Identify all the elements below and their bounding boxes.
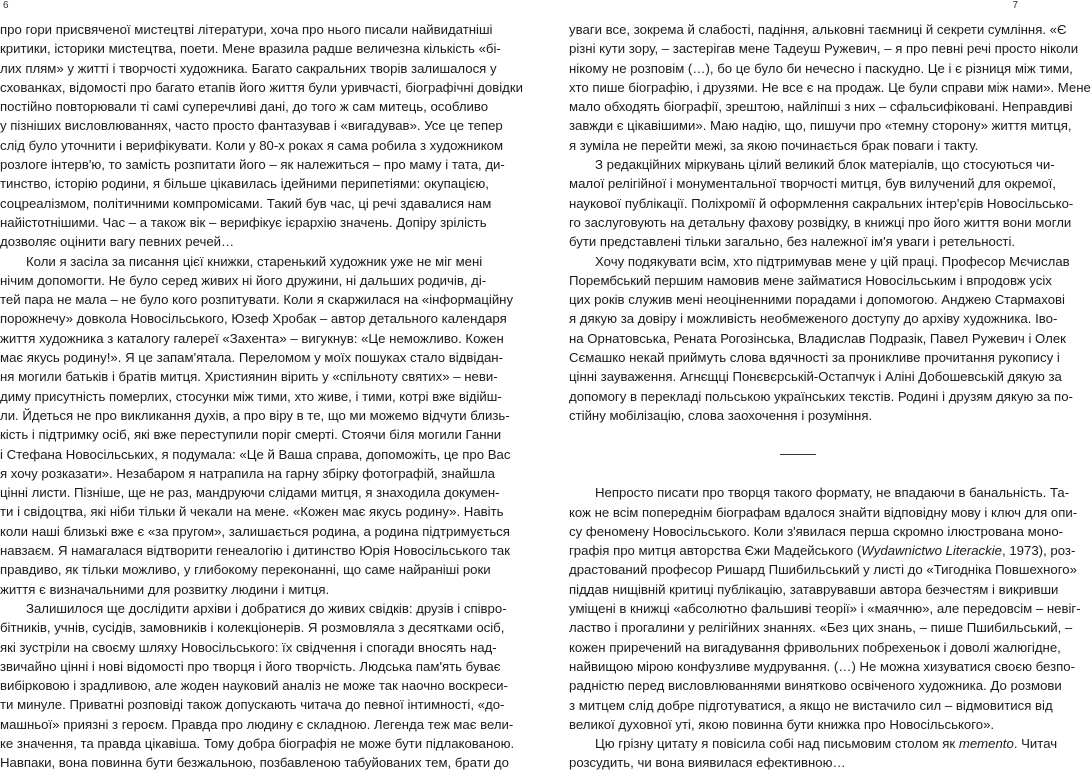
text-line: дозволяє оцінити вагу певних речей…	[0, 234, 235, 250]
text-line: розлоге інтерв'ю, то замість розпитати його – як належиться – про маму і тата, ди-	[0, 157, 505, 173]
text-line: тинство, історію родини, я більше цікавилась ідейними перипетіями: окупацією,	[0, 176, 489, 192]
text-line: ти минуле. Приватні розповіді також допускають читача до певної інтимності, «до-	[0, 697, 505, 713]
text-line: Порембський першим намовив мене займатися Новосільським і впродовж усіх	[569, 272, 1052, 288]
text-line: Навпаки, вона повинна бути безжальною, позбавленою табуйованих тем, брати до	[0, 755, 509, 771]
text-line: у пізніших висловлюваннях, часто просто фантазував і «вигадував». Усе це тепер	[0, 118, 503, 134]
text-line: бітників, учнів, сусідів, замовників і колекціонерів. Я розмовляла з десятками осіб,	[0, 620, 505, 636]
text-line: слід було уточнити і верифікувати. Коли у 80-х роках я сама робила з художником	[0, 137, 504, 153]
text-line: стійну мобілізацію, слова заохочення і розуміння.	[569, 407, 873, 423]
text-line: має якусь родину!». Я це запам'ятала. Переломом у моїх пошуках стало відвідан-	[0, 350, 503, 366]
text-line: піддав нищівній критиці публікацію, затаврувавши автора безчестям і викривши	[569, 581, 1059, 597]
paragraph	[569, 20, 1091, 155]
text-line: на Орнатовська, Рената Рогозінська, Владислав Подразік, Павел Ружевич і Олек	[569, 330, 1066, 346]
text-line: схованках, відомості про багато етапів його життя були уривчасті, біографічні довідки	[0, 79, 523, 95]
text-line: З редакційних міркувань цілий великий блок матеріалів, що стосуються чи-	[595, 157, 1055, 173]
text-line: наукової публікації. Поліхромії й оформлення сакральних інтер'єрів Новосільсько-	[569, 195, 1074, 211]
text-line: малої релігійної і монументальної творчості митця, був вилучений для окремої,	[569, 176, 1056, 192]
page-number-right: 7	[1012, 0, 1018, 11]
text-line: Хочу подякувати всім, хто підтримував мене у цій праці. Професор Мєчислав	[595, 253, 1070, 269]
text-line: мало обходять біографії, зрештою, найліпші з них – сфальсифіковані. Неправдиві	[569, 99, 1073, 115]
text-line: які зустріли на своєму шляху Новосільського: їх свідчення і спогади вносять над-	[0, 639, 497, 655]
text-line: диму присутність померлих, стосунки між тими, хто живе, і тими, котрі вже відійш-	[0, 388, 502, 404]
text-line: кож не всім попереднім біографам вдалося знайти відповідну мову і ключ для опи-	[569, 504, 1078, 520]
text-line: хто пише біографію, і друзями. Не все є на продаж. Це були справи між нами». Мене	[569, 79, 1091, 95]
right-page-text	[569, 20, 1091, 773]
text-line: кість і підтримку осіб, які вже переступили поріг смерті. Стоячи біля могили Ганни	[0, 427, 502, 443]
text-line: я хочу розказати». Незабаром я натрапила на гарну збірку фотографій, знайшла	[0, 465, 495, 481]
text-line: Цю грізну цитату я повісила собі над письмовим столом як memento. Читач	[595, 736, 1058, 752]
paragraph	[569, 155, 1074, 251]
text-line: тей пара не мала – не було кого розпитувати. Коли я скаржилася на «інформаційну	[0, 292, 514, 308]
text-line: уміщені в книжці «абсолютно фальшиві теорії» і «маячню», але передовсім – невіг-	[569, 601, 1081, 617]
paragraph	[0, 599, 515, 773]
text-line: вибірковою і зрадливою, але жоден науковий аналіз не може так наочно воскреси-	[0, 678, 508, 694]
text-line: правдиво, як тільки можливо, у глибокому переконанні, що саме найраніші роки	[0, 562, 491, 578]
text-line: соцреалізмом, політичними компромісами. Такий був час, ці речі здавалися нам	[0, 195, 492, 211]
text-line: ластво і прогалини у релігійних знаннях. «Без цих знань, – пише Пшибильський, –	[569, 620, 1073, 636]
text-line: ти і свідоцтва, які ніби тільки й чекали на мене. «Кожен має якусь родину». Навіть	[0, 504, 504, 520]
text-line: ке значення, та правда цікавіша. Тому добра біографія не може бути підлакованою.	[0, 735, 515, 751]
text-line: великої духовної уті, якою повинна бути книжка про Новосільського».	[569, 716, 995, 732]
right-page	[512, 0, 1091, 771]
text-line: розсудить, чи вона виявилася ефективною…	[569, 755, 846, 771]
text-line: постійно повторювали ті самі суперечливі дані, до того ж сам митець, особливо	[0, 99, 489, 115]
text-line: Залишилося ще дослідити архіви і добратися до живих свідків: друзів і співро-	[26, 600, 507, 616]
text-line: і Стефана Новосільських, я подумала: «Це й Ваша справа, допоможіть, це про Вас	[0, 446, 511, 462]
text-line: радністю перед висловлюваннями винятково освіченого художника. До розмови	[569, 678, 1062, 694]
text-line: цінні зауваження. Агнєщці Понєвєрській-Остапчук і Аліні Добошевській дякую за	[569, 369, 1062, 385]
left-page-text	[0, 20, 523, 773]
text-line: су феномену Новосільського. Коли з'явилася перша скромно ілюстрована моно-	[569, 523, 1064, 539]
text-line: з митцем слід добре підготуватися, а якщо не вистачило сил – відмовитися від	[569, 697, 1053, 713]
text-line: Коли я засіла за писання цієї книжки, старенький художник уже не міг мені	[26, 253, 483, 269]
text-line: Непросто писати про творця такого формату, не впадаючи в банальність. Та-	[595, 485, 1070, 501]
text-line: завжди є цікавішими». Маю надію, що, пишучи про «темну сторону» життя митця,	[569, 118, 1072, 134]
paragraph	[0, 20, 523, 252]
section-separator	[780, 454, 816, 455]
text-line: бути представлені тільки загально, без належної ім'я уваги і ретельності.	[569, 234, 1016, 250]
text-line: машньої» приязні з героєм. Правда про людину є складною. Легенда теж має вели-	[0, 716, 514, 732]
section-spacer	[569, 425, 1026, 483]
text-line: найістотнішими. Час – а також вік – верифікує ієрархію значень. Допіру зрілість	[0, 214, 487, 230]
text-line: різні кути зору, – застерігав мене Тадеуш Ружевич, – я про певні речі просто ніколи	[569, 41, 1079, 57]
text-line: го заслуговують на детальну фахову розвідку, в книжці про його життя вони могли	[569, 214, 1072, 230]
text-line: Сємашко некай приймуть слова вдячності за проникливе прочитання рукопису і	[569, 350, 1060, 366]
text-line: я дякую за довіру і можливість необмеженого доступу до архіву художника. Іво-	[569, 311, 1058, 327]
text-line: навзаєм. Я намагалася відтворити генеалогію і дитинство Юрія Новосільського так	[0, 543, 510, 559]
text-line: життя є визначальними для розвитку людини і митця.	[0, 581, 330, 597]
memento-italic: memento	[958, 736, 1014, 752]
text-line: драстований професор Ришард Пшибильський у листі до «Тигодніка Повшехного»	[569, 562, 1077, 578]
text-line: допомогу в перекладі польською українських текстів. Родині і друзям дякую за по-	[569, 388, 1073, 404]
text-line: цінні листи. Пізніше, ще не раз, мандруючи слідами митця, я знаходила докумен-	[0, 485, 500, 501]
paragraph	[569, 734, 1058, 773]
text-line: уваги все, зокрема й слабості, падіння, альковні таємниці й секрети сумління. «Є	[569, 22, 1067, 37]
paragraph	[569, 252, 1073, 426]
text-line: нічим допомогти. Не було серед живих ні його дружини, ні дальших родичів, ді-	[0, 272, 487, 288]
publisher-italic: Wydawnictwo Literackie	[861, 543, 1003, 559]
text-line: порожнечу» довкола Новосільського, Юзеф Хробак – автор детального календаря	[0, 311, 507, 327]
text-line: життя художника з каталогу галереї «Захента» – вигукнув: «Це неможливо. Кожен	[0, 330, 504, 346]
text-line: я зуміла не перейти межі, за якою починається брак поваги і такту.	[569, 137, 979, 153]
text-line: про гори присвяченої мистецтві літератури, хоча про нього писали найвидатніші	[0, 22, 493, 37]
text-line: ня могили батьків і братів митця. Християнин вірить у «спільноту святих» – неви-	[0, 369, 498, 385]
text-line: найвищою мірою конфузливе мудрування. (…) Не можна хизуватися своєю безпо-	[569, 658, 1075, 674]
text-line: цих років служив мені неоціненними порадами і допомогою. Анджею Стармахові	[569, 292, 1065, 308]
text-line: звичайно цінні і нові відомості про творця і його творчість. Людська пам'ять буває	[0, 658, 501, 674]
text-line: графія про митця авторства Єжи Мадейського (Wydawnictwo Literackie, 1973), роз-	[569, 543, 1076, 559]
text-line: кожен приречений на вигадування фривольних побрехеньок і доволі жалюгідне,	[569, 639, 1061, 655]
text-line: коли наші близькі вже є «за пругом», залишається родина, а родина підтримується	[0, 523, 510, 539]
text-line: ли. Йдеться не про викликання духів, а про віру в те, що ми можемо відчути близь-	[0, 407, 510, 423]
paragraph	[0, 252, 514, 599]
text-line: критики, історики мистецтва, поети. Мене вразила радше величезна кількість «бі-	[0, 41, 501, 57]
page-number-left: 6	[3, 0, 9, 11]
paragraph	[569, 483, 1081, 734]
text-line: лих плям» у житті і творчості художника. Багато сакральних творів залишалося у	[0, 60, 497, 76]
left-page	[0, 0, 523, 771]
text-line: нікому не розповім (…), бо це було би нечесно і паскудно. Це і є різниця між тими,	[569, 60, 1073, 76]
